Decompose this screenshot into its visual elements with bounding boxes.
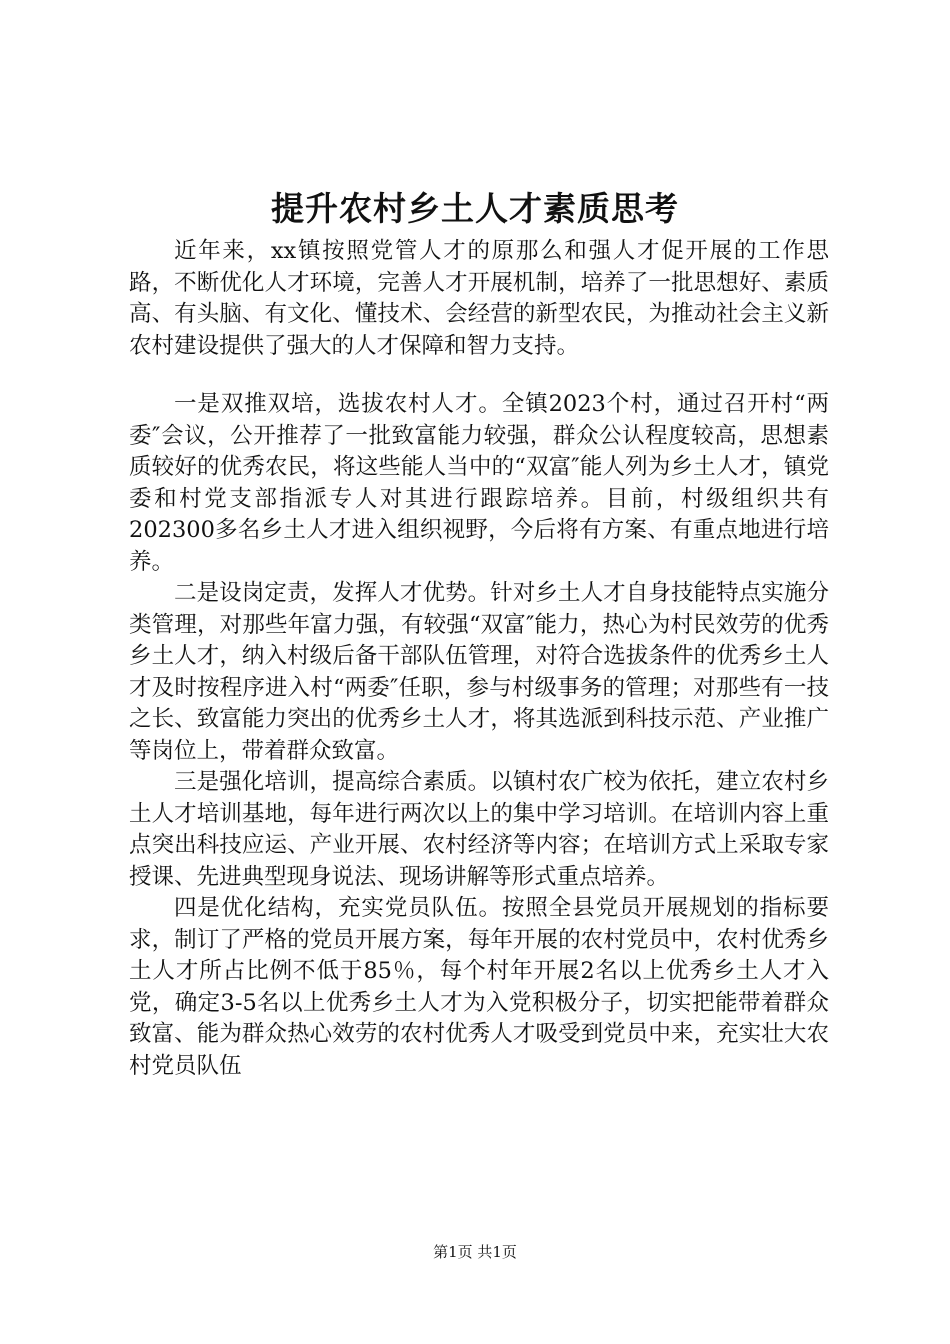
intro-section	[129, 236, 829, 362]
document-title: 提升农村乡土人才素质思考	[271, 189, 679, 228]
page-footer: 第1页 共1页	[433, 1243, 517, 1261]
paragraph-2: 二是设岗定责，发挥人才优势。针对乡土人才自身技能特点实施分类管理，对那些年富力强，有较强“双富″能力，热心为村民效劳的优秀乡土人才，纳入村级后备干部队伍管理，对符合选拔条件的优秀乡土人才及时按程序进入村“两委″任职，参与村级事务的管理；对那些有一技之长、致富能力突出的优秀乡土人才，将其选派到科技示范、产业推广等岗位上，带着群众致富。	[129, 580, 829, 764]
paragraph-4: 四是优化结构，充实党员队伍。按照全县党员开展规划的指标要求，制订了严格的党员开展方案，每年开展的农村党员中，农村优秀乡土人才所占比例不低于85％，每个村年开展2名以上优秀乡土人才入党，确定3-5名以上优秀乡土人才为入党积极分子，切实把能带着群众致富、能为群众热心效劳的农村优秀人才吸受到党员中来，充实壮大农村党员队伍	[129, 895, 829, 1079]
intro-paragraph: 近年来，xx镇按照党管人才的原那么和强人才促开展的工作思路，不断优化人才环境，完善人才开展机制，培养了一批思想好、素质高、有头脑、有文化、懂技术、会经营的新型农民，为推动社会主义新农村建设提供了强大的人才保障和智力支持。	[129, 238, 829, 359]
paragraph-1: 一是双推双培，选拔农村人才。全镇2023个村，通过召开村“两委″会议，公开推荐了一批致富能力较强，群众公认程度较高，思想素质较好的优秀农民，将这些能人当中的“双富″能人列为乡土人才，镇党委和村党支部指派专人对其进行跟踪培养。目前，村级组织共有202300多名乡土人才进入组织视野，今后将有方案、有重点地进行培养。	[129, 391, 829, 575]
paragraph-3: 三是强化培训，提高综合素质。以镇村农广校为依托，建立农村乡土人才培训基地，每年进行两次以上的集中学习培训。在培训内容上重点突出科技应运、产业开展、农村经济等内容；在培训方式上采取专家授课、先进典型现身说法、现场讲解等形式重点培养。	[129, 769, 829, 890]
points-section	[129, 389, 829, 1082]
